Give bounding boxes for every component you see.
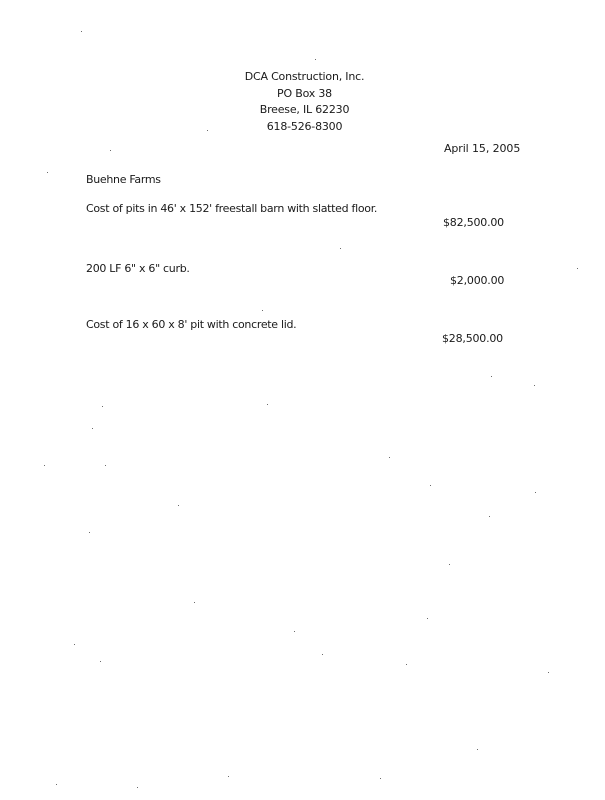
line-item-amount: $2,000.00 <box>450 274 505 287</box>
letterhead <box>0 69 605 135</box>
recipient-name: Buehne Farms <box>86 173 161 186</box>
line-item-amount: $82,500.00 <box>443 216 504 229</box>
line-item-amount: $28,500.00 <box>442 332 503 345</box>
letter-date: April 15, 2005 <box>444 142 521 155</box>
company-city: Breese, IL 62230 <box>259 103 350 116</box>
company-name: DCA Construction, Inc. <box>244 70 365 83</box>
company-phone: 618-526-8300 <box>266 119 343 133</box>
line-item-description: Cost of 16 x 60 x 8' pit with concrete lid. <box>86 318 297 331</box>
line-item-description: 200 LF 6" x 6" curb. <box>86 262 190 275</box>
line-item-description: Cost of pits in 46' x 152' freestall barn with slatted floor. <box>86 202 378 215</box>
company-address: PO Box 38 <box>277 86 332 100</box>
